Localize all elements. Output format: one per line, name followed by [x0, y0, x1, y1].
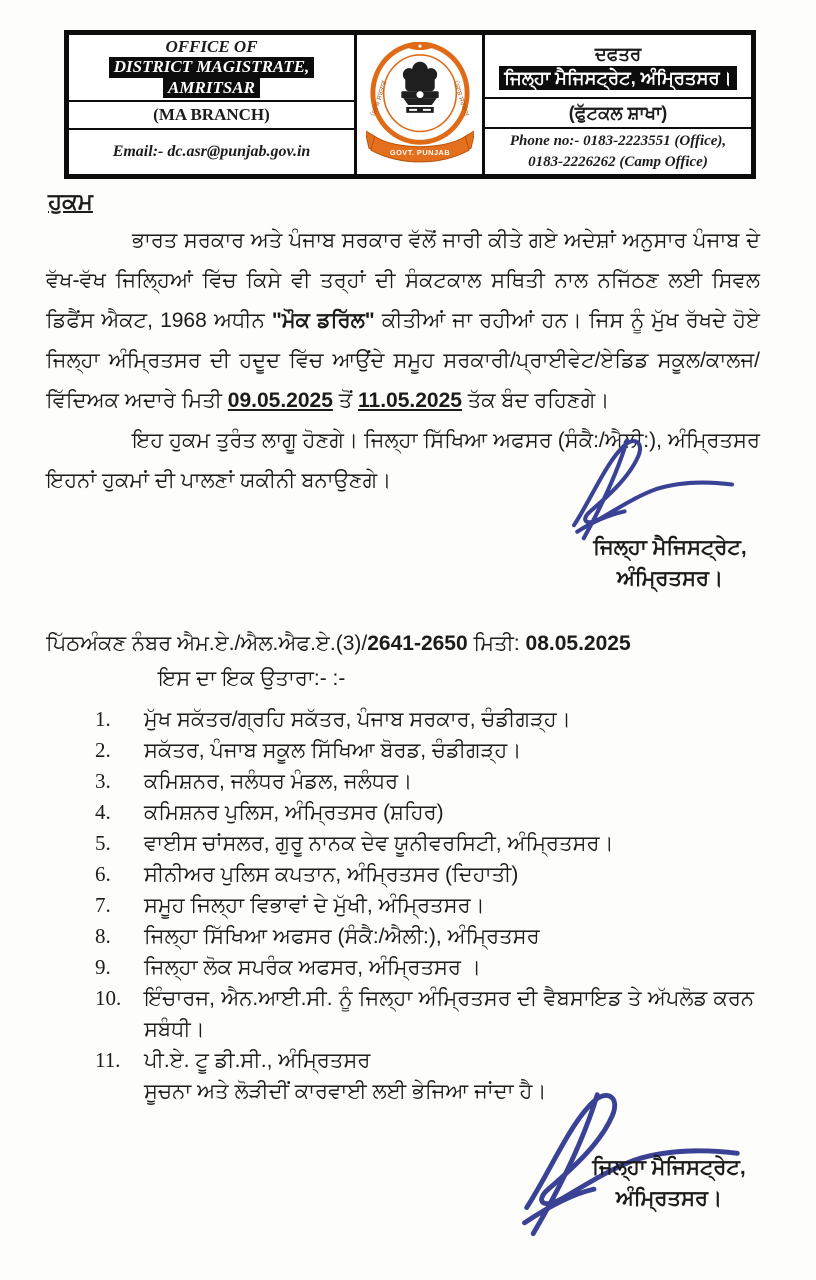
mock-drill-phrase: "ਮੌਕ ਡਰਿੱਲ": [271, 309, 375, 332]
endorsement-date-label: ਮਿਤੀ:: [467, 632, 526, 655]
endorsement-line: [46, 629, 760, 659]
ma-branch-line: (MA BRANCH): [69, 102, 354, 130]
list-item: [46, 766, 760, 797]
item-number: 10.: [95, 986, 122, 1010]
order-paragraph-2: ਇਹ ਹੁਕਮ ਤੁਰੰਤ ਲਾਗੂ ਹੋਣਗੇ। ਜਿਲ੍ਹਾ ਸਿੱਖਿਆ ਅਫਸਰ (ਸੰਕੈ:/ਐਲੀ:), ਅੰਮ੍ਰਿਤਸਰ ਇਹਨਾਂ ਹੁਕਮਾਂ ਦੀ ਪਾਲਣਾਂ ਯਕੀਨੀ ਬਨਾਉਣਗੇ।: [46, 429, 760, 492]
item-number: 8.: [95, 924, 111, 948]
punjab-govt-emblem-icon: [366, 42, 474, 166]
copy-recipient-list: [46, 704, 760, 1107]
signatory-block: [576, 532, 764, 594]
item-number: 7.: [95, 893, 111, 917]
item-text: ਕਮਿਸ਼ਨਰ, ਜਲੰਧਰ ਮੰਡਲ, ਜਲੰਧਰ।: [144, 770, 413, 793]
emblem-ribbon-text: GOVT. PUNJAB: [389, 148, 450, 158]
signatory-title: ਜਿਲ੍ਹਾ ਮੈਜਿਸਟ੍ਰੇਟ,: [593, 536, 747, 559]
item-number: 9.: [95, 955, 111, 979]
list-item: [46, 890, 760, 921]
para1-seg1: ਭਾਰਤ ਸਰਕਾਰ ਅਤੇ ਪੰਜਾਬ ਸਰਕਾਰ ਵੱਲੋਂ ਜਾਰੀ ਕੀਤੇ ਗਏ ਅਦੇਸ਼ਾਂ ਅਨੁਸਾਰ ਪੰਜਾਬ ਦੇ ਵੱਖ-ਵੱਖ ਜਿਲ੍ਹਿਆਂ ਵਿੱਚ ਕਿਸੇ ਵੀ ਤਰ੍ਹਾਂ ਦੀ ਸੰਕਟਕਾਲ ਸਥਿਤੀ ਨਾਲ ਨਜਿੱਠਣ ਲਈ ਸਿਵਲ ਡਿਫੈਂਸ ਐਕਟ, 1968 ਅਧੀਨ: [46, 229, 760, 332]
endorsement-number: 2641-2650: [367, 632, 468, 655]
office-title-en: [69, 35, 354, 102]
list-item: [46, 735, 760, 766]
item-number: 6.: [95, 862, 111, 886]
item-text: ਵਾਈਸ ਚਾਂਸਲਰ, ਗੁਰੂ ਨਾਨਕ ਦੇਵ ਯੂਨੀਵਰਸਿਟੀ, ਅੰਮ੍ਰਿਤਸਰ।: [144, 832, 614, 855]
list-closing-line: ਸੂਚਨਾ ਅਤੇ ਲੋੜੀਦੀਂ ਕਾਰਵਾਈ ਲਈ ਭੇਜਿਆ ਜਾਂਦਾ ਹੈ।: [144, 1080, 547, 1103]
list-item: [46, 983, 760, 1045]
amritsar-line: AMRITSAR: [163, 78, 260, 98]
list-item: [46, 704, 760, 735]
list-item: [46, 828, 760, 859]
phone-camp-office: 0183-2226262 (Camp Office): [528, 153, 708, 170]
closure-date-to: 11.05.2025: [358, 389, 462, 412]
emblem-side-text-right: ਪੰਜਾਬ ਸਰਕਾਰ: [451, 80, 470, 118]
item-number: 1.: [95, 707, 111, 731]
list-item: [46, 1045, 760, 1076]
phone-office: Phone no:- 0183-2223551 (Office),: [509, 133, 727, 150]
copy-forwarded-line: ਇਸ ਦਾ ਇਕ ਉਤਾਰਾ:- :-: [158, 667, 346, 690]
item-number: 4.: [95, 800, 111, 824]
para1-seg4: ਤੱਕ ਬੰਦ ਰਹਿਣਗੇ।: [461, 389, 610, 412]
phone-lines: [485, 129, 751, 174]
branch-line-pa: (ਫੁੱਟਕਲ ਸ਼ਾਖਾ): [485, 99, 751, 129]
letterhead-emblem-cell: [357, 35, 485, 174]
item-text: ਇੰਚਾਰਜ, ਐਨ.ਆਈ.ਸੀ. ਨੂੰ ਜਿਲ੍ਹਾ ਅੰਮ੍ਰਿਤਸਰ ਦੀ ਵੈਬਸਾਇਡ ਤੇ ਅੱਪਲੋਡ ਕਰਨ ਸਬੰਧੀ।: [144, 987, 754, 1041]
signatory-place: ਅੰਮ੍ਰਿਤਸਰ।: [615, 1187, 723, 1210]
item-text: ਜਿਲ੍ਹਾ ਸਿੱਖਿਆ ਅਫਸਰ (ਸੰਕੈ:/ਐਲੀ:), ਅੰਮ੍ਰਿਤਸਰ: [144, 925, 540, 948]
district-magistrate-line: DISTRICT MAGISTRATE,: [109, 57, 315, 77]
list-item: [46, 859, 760, 890]
para1-seg3: ਤੋਂ: [332, 389, 359, 412]
district-magistrate-line-pa: ਜਿਲ੍ਹਾ ਮੈਜਿਸਟ੍ਰੇਟ, ਅੰਮ੍ਰਿਤਸਰ।: [499, 66, 737, 90]
list-item: [46, 952, 760, 983]
item-text: ਸਕੱਤਰ, ਪੰਜਾਬ ਸਕੂਲ ਸਿੱਖਿਆ ਬੋਰਡ, ਚੰਡੀਗੜ੍ਹ।: [144, 739, 522, 762]
endorsement-ref-prefix: ਪਿੱਠਅੰਕਣ ਨੰਬਰ ਐਮ.ਏ./ਐਲ.ਐਫ.ਏ.(3)/: [46, 632, 368, 655]
item-text: ਮੁੱਖ ਸਕੱਤਰ/ਗ੍ਰਹਿ ਸਕੱਤਰ, ਪੰਜਾਬ ਸਰਕਾਰ, ਚੰਡੀਗੜ੍ਹ।: [144, 708, 571, 731]
item-number: 5.: [95, 831, 111, 855]
signatory-title: ਜਿਲ੍ਹਾ ਮੈਜਿਸਟ੍ਰੇਟ,: [592, 1156, 746, 1179]
item-text: ਕਮਿਸ਼ਨਰ ਪੁਲਿਸ, ਅੰਮ੍ਰਿਤਸਰ (ਸ਼ਹਿਰ): [144, 801, 444, 824]
letterhead: [64, 30, 756, 179]
list-item: [46, 797, 760, 828]
para1-seg2: ਕੀਤੀਆਂ ਜਾ ਰਹੀਆਂ ਹਨ। ਜਿਸ ਨੂੰ ਮੁੱਖ ਰੱਖਦੇ ਹੋਏ ਜਿਲ੍ਹਾ ਅੰਮ੍ਰਿਤਸਰ ਦੀ ਹਦੂਦ ਵਿੱਚ ਆਉਂਦੇ ਸਮੂਹ ਸਰਕਾਰੀ/ਪ੍ਰਾਈਵੇਟ/ਏਡਿਡ ਸਕੂਲ/ਕਾਲਜ/ਵਿੱਦਿਅਕ ਅਦਾਰੇ ਮਿਤੀ: [46, 309, 761, 412]
item-text: ਸੀਨੀਅਰ ਪੁਲਿਸ ਕਪਤਾਨ, ਅੰਮ੍ਰਿਤਸਰ (ਦਿਹਾਤੀ): [144, 863, 519, 886]
email-line: Email:- dc.asr@punjab.gov.in: [112, 142, 311, 160]
closure-date-from: 09.05.2025: [227, 389, 333, 412]
order-heading: ਹੁਕਮ: [48, 188, 93, 214]
item-text: ਸਮੂਹ ਜਿਲ੍ਹਾ ਵਿਭਾਵਾਂ ਦੇ ਮੁੱਖੀ, ਅੰਮ੍ਰਿਤਸਰ।: [144, 894, 485, 917]
signatory-block: [568, 1152, 770, 1214]
endorsement-date: 08.05.2025: [525, 632, 631, 655]
list-item: [46, 921, 760, 952]
item-text: ਪੀ.ਏ. ਟੂ ਡੀ.ਸੀ., ਅੰਮ੍ਰਿਤਸਰ: [144, 1049, 371, 1072]
emblem-side-text-left: ਪੰਜਾਬ ਸਰਕਾਰ: [369, 80, 388, 118]
item-number: 11.: [95, 1048, 121, 1072]
item-number: 3.: [95, 769, 111, 793]
office-of-line: OFFICE OF: [165, 37, 258, 56]
letterhead-english-cell: [69, 35, 357, 174]
signatory-place: ਅੰਮ੍ਰਿਤਸਰ।: [616, 567, 724, 590]
office-title-pa: [485, 35, 751, 99]
letterhead-punjabi-cell: [485, 35, 751, 174]
item-number: 2.: [95, 738, 111, 762]
order-paragraph-1: [46, 221, 760, 421]
order-body: [46, 188, 760, 1107]
item-text: ਜਿਲ੍ਹਾ ਲੋਕ ਸਪਰੰਕ ਅਫਸਰ, ਅੰਮ੍ਰਿਤਸਰ ।: [144, 956, 482, 979]
daftar-line: ਦਫਤਰ: [594, 43, 642, 64]
